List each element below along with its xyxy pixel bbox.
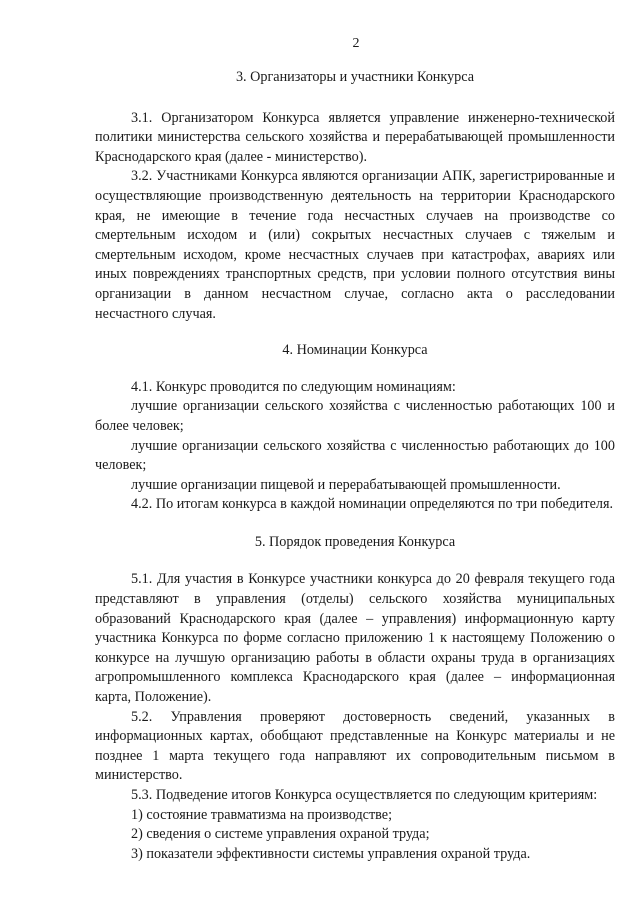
paragraph-5-2: 5.2. Управления проверяют достоверность сведений, указанных в информационных картах, обобщают представленные на Конкурс материалы и не позднее 1 марта текущего года направляют их сопроводительным письмом в министерство. [95, 708, 615, 784]
nomination-item-3: лучшие организации пищевой и перерабатывающей промышленности. [131, 476, 561, 493]
page-number: 2 [352, 36, 360, 51]
paragraph-4-2: 4.2. По итогам конкурса в каждой номинации определяются по три победителя. [131, 496, 614, 513]
paragraph-4-1: 4.1. Конкурс проводится по следующим номинациям: [131, 378, 456, 395]
document-body [95, 68, 615, 864]
nomination-item-1: лучшие организации сельского хозяйства с численностью работающих 100 и более человек; [95, 398, 615, 434]
paragraph-3-1: 3.1. Организатором Конкурса является управление инженерно-технической политики министерства сельского хозяйства и перерабатывающей промышленности Краснодарского края (далее - министерство). [95, 109, 615, 165]
paragraph-3-2: 3.2. Участниками Конкурса являются организации АПК, зарегистрированные и осуществляющие производственную деятельность на территории Краснодарского края, не имеющие в течение года несчастных случаев на производстве со смертельным исходом и (или) сокрытых несчастных случаев с тяжелым и смертельным исходом, кроме несчастных случаев при катастрофах, авариях или иных повреждениях транспортных средств, при условии полного отсутствия вины организации в данном несчастном случае, согласно акта о расследовании несчастного случая. [95, 168, 615, 322]
section-4-heading: 4. Номинации Конкурса [282, 342, 428, 359]
section-5-heading: 5. Порядок проведения Конкурса [254, 533, 456, 550]
nomination-item-2: лучшие организации сельского хозяйства с численностью работающих до 100 человек; [95, 437, 615, 474]
section-3-heading: 3. Организаторы и участники Конкурса [235, 69, 475, 85]
criteria-item-1: 1) состояние травматизма на производстве; [131, 806, 393, 823]
criteria-item-2: 2) сведения о системе управления охраной труда; [131, 826, 430, 843]
paragraph-5-1: 5.1. Для участия в Конкурсе участники конкурса до 20 февраля текущего года представляют в управления (отделы) сельского хозяйства муниципальных образований Краснодарского края (далее – управления) информационную карту участника Конкурса по форме согласно приложению 1 к настоящему Положению о конкурсе на лучшую организацию работы в области охраны труда в организациях агропромышленного комплекса Краснодарского края (далее – информационная карта, Положение). [95, 571, 615, 706]
criteria-item-3: 3) показатели эффективности системы управления охраной труда. [131, 845, 531, 862]
paragraph-5-3: 5.3. Подведение итогов Конкурса осуществляется по следующим критериям: [131, 787, 598, 803]
